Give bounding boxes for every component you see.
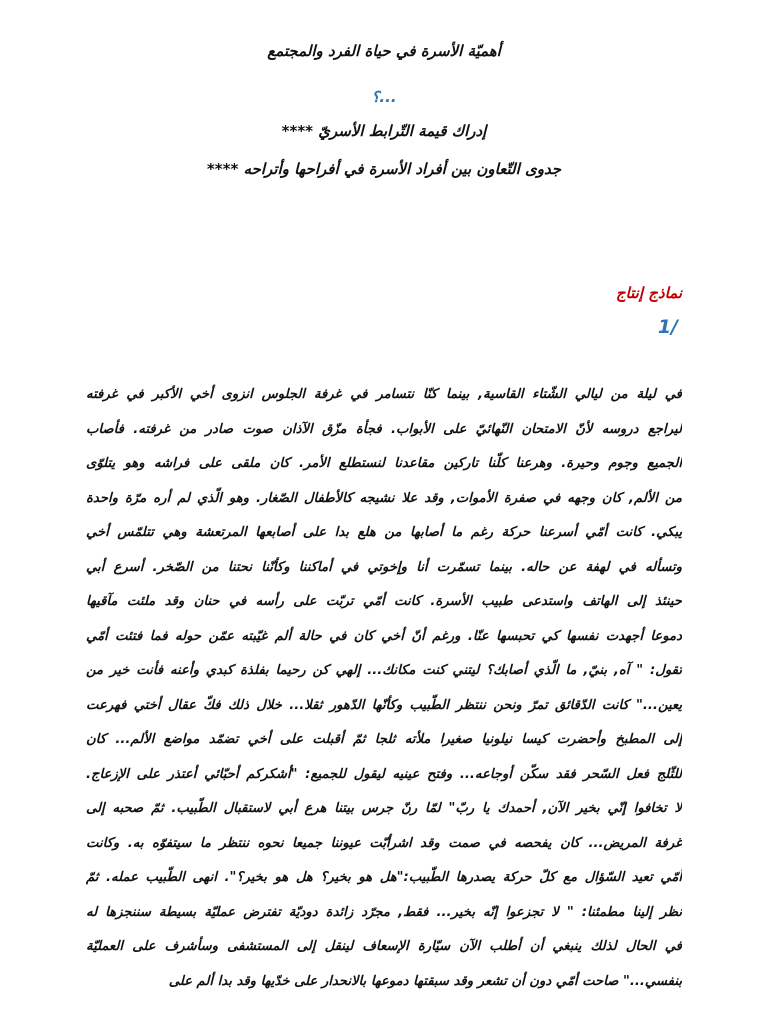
body-line: بنفسي..." صاحت أمّي دون أن تشعر وقد سبقتها دموعها بالانحدار على خدّيها وقد بدا ألم على [168, 973, 682, 989]
question-mark: ...؟ [371, 88, 397, 106]
body-line: دموعا أجهدت نفسها كي تحبسها عنّا. ورغم أنّ أخي كان في حالة ألم غيّبته عمّن حوله فما فتئت أمّي [86, 628, 682, 644]
body-line: حينئذ إلى الهاتف واستدعى طبيب الأسرة. كانت أمّي تربّت على رأسه في حنان وقد ملئت مآقيها [86, 594, 682, 609]
body-line: تقول: " آه, بنيّ, ما الّذي أصابك؟ ليتني كنت مكانك... إلهي كن رحيما بفلذة كبدي وأعنه فأنت خير من [86, 663, 682, 678]
body-line: وتسأله في لهفة عن حاله. بينما تسمّرت أنا وإخوتي في أماكننا وكأنّنا نحتنا من الصّخر. أسرع أبي [86, 559, 682, 575]
body-line: يبكي. كانت أمّي أسرعنا حركة رغم ما أصابها من هلع بدا على أصابعها المرتعشة وهي تتلمّس أخي [86, 525, 682, 540]
subtitle-line-2: جدوى التّعاون بين أفراد الأسرة في أفراحها وأتراحه **** [206, 160, 562, 178]
section-number: 1/ [657, 316, 678, 338]
subtitle-line-1: إدراك قيمة التّرابط الأسريّ **** [281, 122, 487, 140]
document-title: أهميّة الأسرة في حياة الفرد والمجتمع [267, 42, 501, 60]
body-line: غرفة المريض... كان يفحصه في صمت وقد اشرأبّت عيوننا جميعا نحوه ننتظر ما سيتفوّه به. وكانت [86, 835, 682, 851]
body-line: أمّي تعيد السّؤال مع كلّ حركة يصدرها الطّبيب:"هل هو بخير؟ هل هو بخير؟". انهى الطّبيب عمله. ثمّ [86, 870, 682, 885]
body-line: في الحال لذلك ينبغي أن أطلب الآن سيّارة الإسعاف لينقل إلى المستشفى وسأشرف على العمليّة [86, 939, 682, 954]
body-line: في ليلة من ليالي الشّتاء القاسية, بينما كنّا نتسامر في غرفة الجلوس انزوى أخي الأكبر في غرفته [86, 387, 682, 402]
body-line: نظر إلينا مطمئنا: " لا تجزعوا إنّه بخير... فقط, مجرّد زائدة دوديّة تفترض عمليّة بسيطة سننجزها له [86, 904, 682, 920]
body-line: من الألم, كان وجهه في صفرة الأموات, وقد علا نشيجه كالأطفال الصّغار. وهو الّذي لم أره مرّة واحدة [86, 490, 682, 506]
body-line: لا تخافوا إنّي بخير الآن, أحمدك يا ربّ" لمّا رنّ جرس بيتنا هرع أبي لاستقبال الطّبيب. ثمّ صحبه إلى [86, 801, 682, 816]
section-title: نماذج إنتاج [615, 284, 682, 302]
body-line: للثّلج فعل السّحر فقد سكّن أوجاعه... وفتح عينيه ليقول للجميع: "أشكركم أحبّائي أعتذر على الإزعاج. [86, 766, 682, 782]
body-line: إلى المطبخ وأحضرت كيسا نيلونيا صغيرا ملأته ثلجا ثمّ أقبلت على أخي تضمّد مواضع الألم... كان [86, 732, 682, 747]
body-line: الجميع وجوم وحيرة. وهرعنا كلّنا تاركين مقاعدنا لنستطلع الأمر. كان ملقى على فراشه وهو يتلوّى [86, 456, 682, 471]
body-line: ليراجع دروسه لأنّ الامتحان النّهائيّ على الأبواب. فجأة مزّق الآذان صوت صادر من غرفته. فأصاب [86, 421, 682, 437]
body-text [86, 378, 682, 999]
body-line: يعين..." كانت الدّقائق تمرّ ونحن ننتظر الطّبيب وكأنّها الدّهور ثقلا... خلال ذلك فكّ عقال أختي فهرعت [86, 697, 682, 713]
